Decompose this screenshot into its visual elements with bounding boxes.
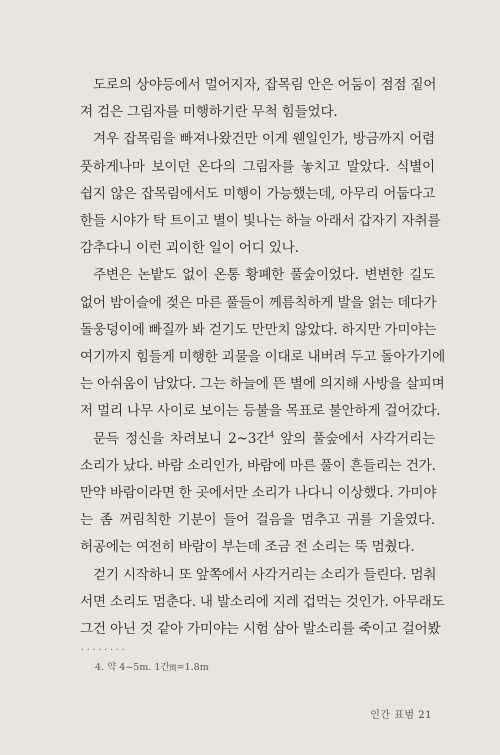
paragraph [80,426,435,562]
running-footer [370,706,432,721]
footnote [95,661,209,675]
text-line: 는 좀 꺼림칙한 기분이 들어 걸음을 멈추고 귀를 기울였다. [80,512,435,529]
footnote-text-after: =1.8m [176,662,209,673]
text-line: 는 아쉬움이 남았다. 그는 하늘에 뜬 별에 의지해 사방을 살피며 [80,376,445,393]
text-line: 그건 아닌 것 같아 가미야는 시험 삼아 발소리를 죽이고 걸어봤 [80,621,441,638]
body-text [80,72,446,643]
footnote-text-small: 間 [169,664,177,672]
footnote-reference[interactable]: 4 [269,430,275,440]
text-fragment: 문득 정신을 차려보니 2~3간 [93,430,270,447]
text-line: 져 검은 그림자를 미행하기란 무척 힘들었다. [80,104,338,121]
text-line: 걷기 시작하니 또 앞쪽에서 사각거리는 소리가 들린다. 멈춰 [93,566,437,583]
footnote-text-before: 약 4~5m. 1간 [107,662,170,673]
text-line: 저 멀리 나무 사이로 보이는 등불을 목표로 불안하게 걸어갔다. [80,403,441,420]
text-line: 한들 시야가 탁 트이고 별이 빛나는 하늘 아래서 갑자기 자취를 [80,213,441,230]
paragraph [80,262,446,425]
footer-book-title: 인간 표범 [370,710,415,721]
text-line: 주변은 논밭도 없이 온통 황폐한 풀숲이었다. 변변한 길도 [93,267,435,284]
text-line: 소리가 났다. 바람 소리인가, 바람에 마른 풀이 흔들리는 건가. [80,457,436,474]
text-line: 도로의 상야등에서 멀어지자, 잡목림 안은 어둠이 점점 짙어 [93,77,437,93]
footnote-number: 4. [95,662,105,673]
text-line: 허공에는 여전히 바람이 부는데 조금 전 소리는 뚝 멈췄다. [80,539,415,556]
text-line [80,426,435,453]
text-line: 감추다니 이런 괴이한 일이 어디 있나. [80,240,299,257]
text-line: 여기까지 힘들게 미행한 괴물을 이대로 내버려 두고 돌아가기에 [80,349,446,366]
paragraph [80,72,435,126]
paragraph [80,562,445,644]
text-fragment: 앞의 풀숲에서 사각거리는 [274,430,435,447]
text-line: 서면 소리도 멈춘다. 내 발소리에 지레 겁먹는 것인가. 아무래도 [80,593,445,610]
text-line: 없어 밤이슬에 젖은 마른 풀들이 께름칙하게 발을 얽는 데다가 [80,294,437,311]
text-line: 겨우 잡목림을 빠져나왔건만 이게 웬일인가, 방금까지 어렴 [93,131,435,148]
text-line: 만약 바람이라면 한 곳에서만 소리가 나다니 이상했다. 가미야 [80,485,437,502]
text-line: 풋하게나마 보이던 온다의 그림자를 놓치고 말았다. 식별이 [80,158,435,175]
footnote-separator: ········ [80,645,127,654]
footer-page-number: 21 [418,710,432,721]
paragraph [80,126,441,262]
text-line: 돌웅덩이에 빠질까 봐 걷기도 만만치 않았다. 하지만 가미야는 [80,321,437,338]
text-line: 쉽지 않은 잡목림에서도 미행이 가능했는데, 아무리 어둡다고 [80,185,435,202]
